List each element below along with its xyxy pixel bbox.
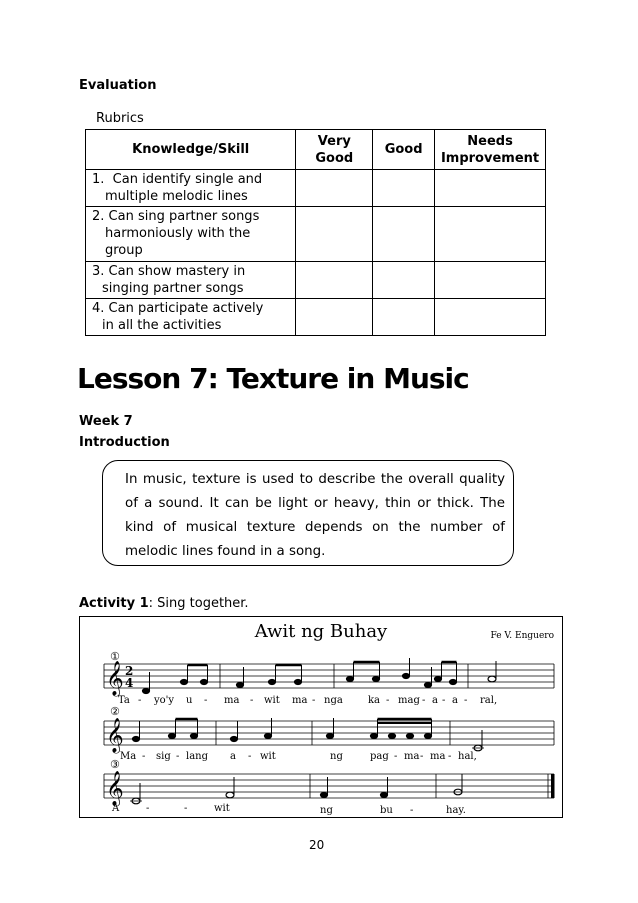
lyric: - bbox=[448, 751, 452, 762]
rating-cell[interactable] bbox=[296, 262, 373, 299]
lyric: - bbox=[248, 751, 252, 762]
row-number: 3. bbox=[92, 264, 105, 279]
system-marker: ② bbox=[110, 705, 120, 718]
skill-line: group bbox=[105, 243, 143, 258]
lyric: - bbox=[464, 695, 468, 706]
lyric: Ta bbox=[118, 695, 130, 706]
header-very-good: Very Good bbox=[296, 130, 373, 170]
staff-system-2 bbox=[104, 705, 554, 762]
row-number: 1. bbox=[92, 172, 105, 187]
introduction-text: In music, texture is used to describe the overall quality of a sound. It can be light or heavy, thin or thick. The kind of musical texture depends on the number of melodic lines found in a song. bbox=[125, 472, 505, 559]
sheet-music-frame bbox=[79, 616, 563, 818]
skill-line: Can identify single and bbox=[112, 172, 263, 187]
staff-system-1 bbox=[104, 650, 554, 706]
lyric: - bbox=[250, 695, 254, 706]
skill-line: in all the activities bbox=[102, 318, 222, 333]
lyric: - bbox=[142, 751, 146, 762]
lyric: ma bbox=[224, 695, 240, 706]
skill-line: Can sing partner songs bbox=[108, 209, 260, 224]
lyric: - bbox=[138, 695, 142, 706]
table-row bbox=[86, 170, 546, 207]
lyric: ng bbox=[320, 805, 333, 816]
row-number: 4. bbox=[92, 301, 105, 316]
table-row bbox=[86, 262, 546, 299]
activity-line bbox=[79, 596, 249, 611]
rating-cell[interactable] bbox=[435, 207, 546, 262]
rating-cell[interactable] bbox=[435, 262, 546, 299]
table-row bbox=[86, 207, 546, 262]
rating-cell[interactable] bbox=[373, 170, 435, 207]
lyric: - bbox=[176, 751, 180, 762]
lyric: - bbox=[420, 751, 424, 762]
skill-line: Can show mastery in bbox=[108, 264, 246, 279]
lyric: ka bbox=[368, 695, 381, 706]
rating-cell[interactable] bbox=[296, 299, 373, 336]
lyric: - bbox=[204, 695, 208, 706]
lyric: wit bbox=[260, 751, 276, 762]
lyric: ng bbox=[330, 751, 343, 762]
lyric: nga bbox=[324, 695, 343, 706]
system-marker: ① bbox=[110, 650, 120, 663]
lyric: ma bbox=[430, 751, 446, 762]
lyric: - bbox=[146, 803, 150, 814]
rating-cell[interactable] bbox=[373, 299, 435, 336]
skill-cell bbox=[86, 262, 296, 299]
lesson-title: Lesson 7: Texture in Music bbox=[77, 362, 469, 395]
lyric: - bbox=[312, 695, 316, 706]
lyric: yo'y bbox=[154, 695, 175, 706]
evaluation-heading: Evaluation bbox=[79, 78, 157, 93]
rating-cell[interactable] bbox=[373, 207, 435, 262]
time-signature-bottom: 4 bbox=[125, 676, 134, 690]
page-number: 20 bbox=[309, 838, 325, 852]
rating-cell[interactable] bbox=[435, 170, 546, 207]
header-needs-improvement: Needs Improvement bbox=[435, 130, 546, 170]
lyric: a bbox=[452, 695, 458, 706]
lyric: - bbox=[394, 751, 398, 762]
lyric: u bbox=[186, 695, 193, 706]
lyric: lang bbox=[186, 751, 209, 762]
lyric: pag bbox=[370, 751, 389, 762]
skill-line: singing partner songs bbox=[102, 281, 244, 296]
lyric: mag bbox=[398, 695, 420, 706]
skill-line: harmoniously with the bbox=[105, 226, 251, 241]
skill-cell bbox=[86, 299, 296, 336]
activity-label: Activity 1 bbox=[79, 596, 149, 611]
system-marker: ③ bbox=[110, 758, 120, 771]
lyric: ma bbox=[404, 751, 420, 762]
lyric: ma bbox=[292, 695, 308, 706]
lyric: bu bbox=[380, 805, 393, 816]
lyric: - bbox=[410, 805, 414, 816]
header-knowledge-skill: Knowledge/Skill bbox=[86, 130, 296, 170]
lyric: hay. bbox=[446, 805, 466, 816]
treble-clef-icon: 𝄞 bbox=[106, 771, 124, 806]
skill-cell bbox=[86, 207, 296, 262]
skill-cell bbox=[86, 170, 296, 207]
treble-clef-icon: 𝄞 bbox=[106, 661, 124, 696]
lyric: A bbox=[112, 803, 120, 814]
time-signature-top: 2 bbox=[125, 664, 134, 678]
rubric-table bbox=[85, 129, 546, 336]
lyric: - bbox=[184, 803, 188, 814]
week-label: Week 7 bbox=[79, 414, 133, 429]
lyric: ral, bbox=[480, 695, 498, 706]
lyric: Ma bbox=[120, 751, 137, 762]
treble-clef-icon: 𝄞 bbox=[106, 718, 124, 753]
composer-credit: Fe V. Enguero bbox=[490, 631, 554, 641]
lyric: wit bbox=[264, 695, 280, 706]
header-good: Good bbox=[373, 130, 435, 170]
lyric: - bbox=[442, 695, 446, 706]
rubrics-label: Rubrics bbox=[96, 111, 144, 126]
rating-cell[interactable] bbox=[296, 207, 373, 262]
rubric-header-row bbox=[86, 130, 546, 170]
rating-cell[interactable] bbox=[296, 170, 373, 207]
staff-system-3 bbox=[104, 758, 555, 816]
table-row bbox=[86, 299, 546, 336]
row-number: 2. bbox=[92, 209, 105, 224]
song-title: Awit ng Buhay bbox=[254, 621, 388, 642]
sheet-music bbox=[80, 617, 562, 817]
rating-cell[interactable] bbox=[373, 262, 435, 299]
lyric: hal, bbox=[458, 751, 477, 762]
final-barline bbox=[551, 774, 555, 798]
introduction-label: Introduction bbox=[79, 435, 170, 450]
rating-cell[interactable] bbox=[435, 299, 546, 336]
lyric: a bbox=[432, 695, 438, 706]
lyric: wit bbox=[214, 803, 230, 814]
skill-line: multiple melodic lines bbox=[105, 189, 248, 204]
lyric: - bbox=[422, 695, 426, 706]
activity-instruction: : Sing together. bbox=[148, 596, 249, 611]
lyric: - bbox=[386, 695, 390, 706]
lyric: a bbox=[230, 751, 236, 762]
lyric: sig bbox=[156, 751, 171, 762]
skill-line: Can participate actively bbox=[108, 301, 264, 316]
